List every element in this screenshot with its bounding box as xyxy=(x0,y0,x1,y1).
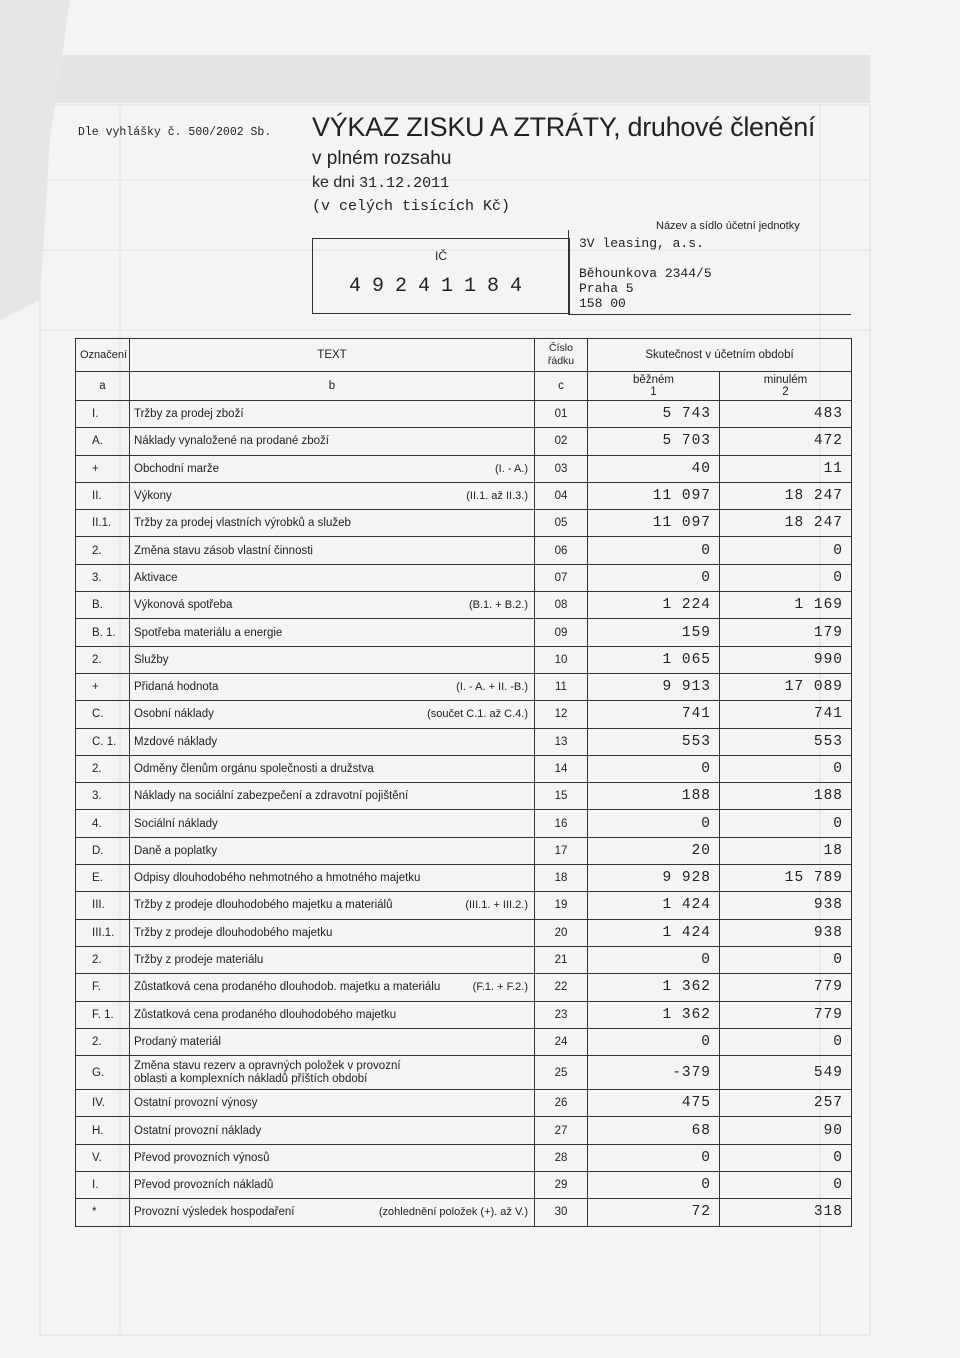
row-current-value: 11 097 xyxy=(588,510,720,537)
row-number: 21 xyxy=(535,946,588,973)
row-number: 29 xyxy=(535,1172,588,1199)
table-row xyxy=(76,564,852,591)
table-row xyxy=(76,865,852,892)
row-current-value: 0 xyxy=(588,946,720,973)
report-date: 31.12.2011 xyxy=(359,175,450,192)
row-current-value: 0 xyxy=(588,1172,720,1199)
regulation-reference: Dle vyhlášky č. 500/2002 Sb. xyxy=(78,126,272,139)
row-previous-value: 0 xyxy=(720,1028,852,1055)
table-row xyxy=(76,428,852,455)
row-previous-value: 0 xyxy=(720,946,852,973)
row-mark: V. xyxy=(76,1144,130,1171)
row-text: Odměny členům orgánu společnosti a družstva xyxy=(134,763,374,775)
subheader-row xyxy=(76,372,852,401)
row-current-value: 1 224 xyxy=(588,592,720,619)
row-current-value: 0 xyxy=(588,1028,720,1055)
row-previous-value: 90 xyxy=(720,1117,852,1144)
row-current-value: 159 xyxy=(588,619,720,646)
row-mark: 2. xyxy=(76,646,130,673)
row-number: 18 xyxy=(535,865,588,892)
row-mark: II. xyxy=(76,482,130,509)
table-row xyxy=(76,755,852,782)
row-number: 04 xyxy=(535,482,588,509)
row-text: Tržby z prodeje materiálu xyxy=(134,954,264,967)
row-number: 05 xyxy=(535,510,588,537)
row-text: Daně a poplatky xyxy=(134,844,218,857)
row-previous-value: 549 xyxy=(720,1056,852,1090)
current-label: běžném xyxy=(633,374,674,386)
row-mark: 4. xyxy=(76,810,130,837)
row-previous-value: 779 xyxy=(720,974,852,1001)
row-text: Změna stavu rezerv a opravných položek v provozní oblasti a komplexních nákladů příštích období xyxy=(134,1059,401,1085)
row-number: 03 xyxy=(535,455,588,482)
row-text: Tržby z prodeje dlouhodobého majetku xyxy=(134,926,333,939)
row-text-cell xyxy=(130,1172,535,1199)
row-text: Obchodní marže xyxy=(134,462,220,475)
row-mark: 3. xyxy=(76,783,130,810)
row-number: 24 xyxy=(535,1028,588,1055)
row-mark: 2. xyxy=(76,1028,130,1055)
subheader-row-no: c xyxy=(535,372,588,401)
row-number: 11 xyxy=(535,673,588,700)
row-previous-value: 0 xyxy=(720,537,852,564)
row-formula: (I. - A.) xyxy=(495,462,528,475)
previous-number: 2 xyxy=(782,386,789,398)
row-previous-value: 938 xyxy=(720,892,852,919)
row-mark: D. xyxy=(76,837,130,864)
row-current-value: 553 xyxy=(588,728,720,755)
row-mark: * xyxy=(76,1199,130,1226)
row-text: Prodaný materiál xyxy=(134,1035,221,1048)
row-number: 15 xyxy=(535,783,588,810)
table-row xyxy=(76,837,852,864)
row-number: 14 xyxy=(535,755,588,782)
subheader-current xyxy=(588,372,720,401)
row-number: 28 xyxy=(535,1144,588,1171)
row-text: Tržby z prodeje dlouhodobého majetku a materiálů xyxy=(134,899,393,912)
row-previous-value: 0 xyxy=(720,810,852,837)
units-note: (v celých tisících Kč) xyxy=(312,198,511,215)
report-title: VÝKAZ ZISKU A ZTRÁTY, druhové členění xyxy=(312,112,816,142)
row-current-value: 5 703 xyxy=(588,428,720,455)
row-mark: III.1. xyxy=(76,919,130,946)
row-previous-value: 17 089 xyxy=(720,673,852,700)
row-formula: (III.1. + III.2.) xyxy=(465,899,528,912)
row-number: 26 xyxy=(535,1090,588,1117)
row-text-cell xyxy=(130,1028,535,1055)
row-text: Zůstatková cena prodaného dlouhodobého majetku xyxy=(134,1008,397,1021)
row-current-value: 68 xyxy=(588,1117,720,1144)
row-text-cell xyxy=(130,428,535,455)
table-row xyxy=(76,892,852,919)
row-previous-value: 15 789 xyxy=(720,865,852,892)
entity-city: Praha 5 xyxy=(579,281,634,296)
table-row xyxy=(76,673,852,700)
entity-label: Název a sídlo účetní jednotky xyxy=(656,220,800,232)
row-current-value: 1 065 xyxy=(588,646,720,673)
table-row xyxy=(76,1144,852,1171)
row-previous-value: 0 xyxy=(720,564,852,591)
row-number: 17 xyxy=(535,837,588,864)
row-current-value: 0 xyxy=(588,810,720,837)
row-current-value: 1 424 xyxy=(588,919,720,946)
entity-street: Běhounkova 2344/5 xyxy=(579,266,712,281)
row-number: 10 xyxy=(535,646,588,673)
row-text-cell xyxy=(130,783,535,810)
row-text-cell xyxy=(130,482,535,509)
table-row xyxy=(76,974,852,1001)
row-text-cell xyxy=(130,510,535,537)
header-row-no: Číslo řádku xyxy=(535,339,588,372)
ico-box xyxy=(312,238,570,314)
row-text-cell xyxy=(130,1144,535,1171)
row-previous-value: 318 xyxy=(720,1199,852,1226)
entity-name: 3V leasing, a.s. xyxy=(579,236,704,251)
row-current-value: 0 xyxy=(588,1144,720,1171)
row-text-cell xyxy=(130,455,535,482)
row-mark: C. 1. xyxy=(76,728,130,755)
row-current-value: 5 743 xyxy=(588,401,720,428)
header-mark: Označení xyxy=(76,339,130,372)
row-current-value: 72 xyxy=(588,1199,720,1226)
row-mark: C. xyxy=(76,701,130,728)
row-text: Změna stavu zásob vlastní činnosti xyxy=(134,544,313,557)
current-number: 1 xyxy=(650,386,657,398)
table-row xyxy=(76,646,852,673)
row-number: 12 xyxy=(535,701,588,728)
row-mark: + xyxy=(76,455,130,482)
row-current-value: 1 362 xyxy=(588,974,720,1001)
row-mark: 2. xyxy=(76,946,130,973)
row-current-value: 9 928 xyxy=(588,865,720,892)
ico-value: 49241184 xyxy=(348,275,533,298)
table-row xyxy=(76,455,852,482)
row-number: 02 xyxy=(535,428,588,455)
report-subtitle: v plném rozsahu xyxy=(312,148,452,169)
table-row xyxy=(76,1172,852,1199)
row-number: 13 xyxy=(535,728,588,755)
previous-label: minulém xyxy=(763,374,808,386)
row-text: Zůstatková cena prodaného dlouhodob. majetku a materiálu xyxy=(134,981,441,994)
row-formula: (součet C.1. až C.4.) xyxy=(427,708,528,721)
row-text-cell xyxy=(130,401,535,428)
row-text-cell xyxy=(130,810,535,837)
table-row xyxy=(76,810,852,837)
row-previous-value: 741 xyxy=(720,701,852,728)
row-previous-value: 18 247 xyxy=(720,482,852,509)
row-previous-value: 11 xyxy=(720,455,852,482)
row-formula: (II.1. až II.3.) xyxy=(466,490,528,503)
row-number: 23 xyxy=(535,1001,588,1028)
table-row xyxy=(76,728,852,755)
row-mark: F. 1. xyxy=(76,1001,130,1028)
row-text-cell xyxy=(130,1090,535,1117)
row-current-value: 1 424 xyxy=(588,892,720,919)
row-text-cell xyxy=(130,619,535,646)
row-mark: 2. xyxy=(76,755,130,782)
row-previous-value: 938 xyxy=(720,919,852,946)
table-row xyxy=(76,783,852,810)
row-current-value: 1 362 xyxy=(588,1001,720,1028)
report-date-line xyxy=(312,174,449,192)
row-text-cell xyxy=(130,1199,535,1226)
row-current-value: 475 xyxy=(588,1090,720,1117)
row-formula: (I. - A. + II. -B.) xyxy=(456,681,528,694)
row-number: 06 xyxy=(535,537,588,564)
row-previous-value: 779 xyxy=(720,1001,852,1028)
header-text: TEXT xyxy=(130,339,535,372)
row-text-cell xyxy=(130,865,535,892)
row-text: Ostatní provozní náklady xyxy=(134,1124,262,1137)
table-row xyxy=(76,1199,852,1226)
row-number: 01 xyxy=(535,401,588,428)
row-mark: III. xyxy=(76,892,130,919)
row-mark: A. xyxy=(76,428,130,455)
row-previous-value: 18 xyxy=(720,837,852,864)
entity-box xyxy=(568,230,851,315)
row-text: Osobní náklady xyxy=(134,708,214,721)
row-number: 30 xyxy=(535,1199,588,1226)
income-statement-table xyxy=(75,338,852,1227)
table-row xyxy=(76,701,852,728)
row-current-value: -379 xyxy=(588,1056,720,1090)
row-current-value: 741 xyxy=(588,701,720,728)
row-number: 07 xyxy=(535,564,588,591)
row-text: Sociální náklady xyxy=(134,817,218,830)
row-current-value: 11 097 xyxy=(588,482,720,509)
row-text: Služby xyxy=(134,653,169,666)
row-text: Výkony xyxy=(134,490,172,503)
header-row xyxy=(76,339,852,372)
row-number: 25 xyxy=(535,1056,588,1090)
table-row xyxy=(76,1117,852,1144)
header-period: Skutečnost v účetním období xyxy=(588,339,852,372)
row-number: 16 xyxy=(535,810,588,837)
table-row xyxy=(76,510,852,537)
row-previous-value: 257 xyxy=(720,1090,852,1117)
row-text-cell xyxy=(130,564,535,591)
date-prefix: ke dni xyxy=(312,174,355,191)
row-text-cell xyxy=(130,755,535,782)
row-text: Provozní výsledek hospodaření xyxy=(134,1206,295,1219)
row-text: Ostatní provozní výnosy xyxy=(134,1097,258,1110)
table-row xyxy=(76,1001,852,1028)
row-text: Výkonová spotřeba xyxy=(134,599,233,612)
row-previous-value: 0 xyxy=(720,755,852,782)
subheader-text: b xyxy=(130,372,535,401)
row-current-value: 188 xyxy=(588,783,720,810)
row-text: Náklady vynaložené na prodané zboží xyxy=(134,435,329,448)
table-row xyxy=(76,1028,852,1055)
row-mark: G. xyxy=(76,1056,130,1090)
row-mark: + xyxy=(76,673,130,700)
row-number: 20 xyxy=(535,919,588,946)
row-previous-value: 1 169 xyxy=(720,592,852,619)
row-previous-value: 0 xyxy=(720,1144,852,1171)
row-mark: F. xyxy=(76,974,130,1001)
row-mark: I. xyxy=(76,401,130,428)
row-mark: E. xyxy=(76,865,130,892)
row-text-cell xyxy=(130,701,535,728)
row-text: Převod provozních výnosů xyxy=(134,1151,270,1164)
row-mark: I. xyxy=(76,1172,130,1199)
row-previous-value: 179 xyxy=(720,619,852,646)
row-text: Tržby za prodej vlastních výrobků a služeb xyxy=(134,517,351,530)
table-row xyxy=(76,946,852,973)
subheader-previous xyxy=(720,372,852,401)
row-mark: B. xyxy=(76,592,130,619)
row-text-cell xyxy=(130,1117,535,1144)
row-current-value: 20 xyxy=(588,837,720,864)
row-mark: 2. xyxy=(76,537,130,564)
row-text-cell xyxy=(130,592,535,619)
row-text-cell xyxy=(130,946,535,973)
row-previous-value: 990 xyxy=(720,646,852,673)
row-text-cell xyxy=(130,919,535,946)
table-row xyxy=(76,482,852,509)
row-text-cell xyxy=(130,974,535,1001)
row-text-cell xyxy=(130,892,535,919)
row-text-cell xyxy=(130,537,535,564)
row-text: Převod provozních nákladů xyxy=(134,1179,274,1192)
table-row xyxy=(76,401,852,428)
row-text: Tržby za prodej zboží xyxy=(134,408,244,421)
row-current-value: 0 xyxy=(588,564,720,591)
row-previous-value: 553 xyxy=(720,728,852,755)
row-text-cell xyxy=(130,728,535,755)
row-previous-value: 188 xyxy=(720,783,852,810)
row-current-value: 9 913 xyxy=(588,673,720,700)
row-text: Odpisy dlouhodobého nehmotného a hmotného majetku xyxy=(134,872,421,885)
row-text: Náklady na sociální zabezpečení a zdravotní pojištění xyxy=(134,790,409,803)
row-mark: 3. xyxy=(76,564,130,591)
entity-zip: 158 00 xyxy=(579,296,626,311)
row-current-value: 0 xyxy=(588,537,720,564)
row-mark: B. 1. xyxy=(76,619,130,646)
row-previous-value: 483 xyxy=(720,401,852,428)
row-text: Přidaná hodnota xyxy=(134,681,219,694)
table-row xyxy=(76,537,852,564)
row-text: Spotřeba materiálu a energie xyxy=(134,626,283,639)
row-mark: II.1. xyxy=(76,510,130,537)
row-text: Aktivace xyxy=(134,571,178,584)
row-number: 27 xyxy=(535,1117,588,1144)
row-formula: (B.1. + B.2.) xyxy=(469,599,528,612)
ico-label: IČ xyxy=(435,249,447,263)
row-formula: (zohlednění položek (+). až V.) xyxy=(378,1206,528,1219)
table-row xyxy=(76,919,852,946)
row-previous-value: 472 xyxy=(720,428,852,455)
row-text-cell xyxy=(130,673,535,700)
row-number: 22 xyxy=(535,974,588,1001)
subheader-mark: a xyxy=(76,372,130,401)
row-text: Mzdové náklady xyxy=(134,735,218,748)
row-text-cell xyxy=(130,1056,535,1090)
row-previous-value: 0 xyxy=(720,1172,852,1199)
table-row xyxy=(76,619,852,646)
table-row xyxy=(76,1090,852,1117)
row-current-value: 0 xyxy=(588,755,720,782)
row-text-cell xyxy=(130,646,535,673)
row-formula: (F.1. + F.2.) xyxy=(472,981,528,994)
table-row xyxy=(76,592,852,619)
row-mark: H. xyxy=(76,1117,130,1144)
row-previous-value: 18 247 xyxy=(720,510,852,537)
row-text-cell xyxy=(130,837,535,864)
table-row xyxy=(76,1056,852,1090)
row-number: 09 xyxy=(535,619,588,646)
row-number: 19 xyxy=(535,892,588,919)
row-number: 08 xyxy=(535,592,588,619)
row-mark: IV. xyxy=(76,1090,130,1117)
table-body xyxy=(76,401,852,1227)
row-text-cell xyxy=(130,1001,535,1028)
row-current-value: 40 xyxy=(588,455,720,482)
